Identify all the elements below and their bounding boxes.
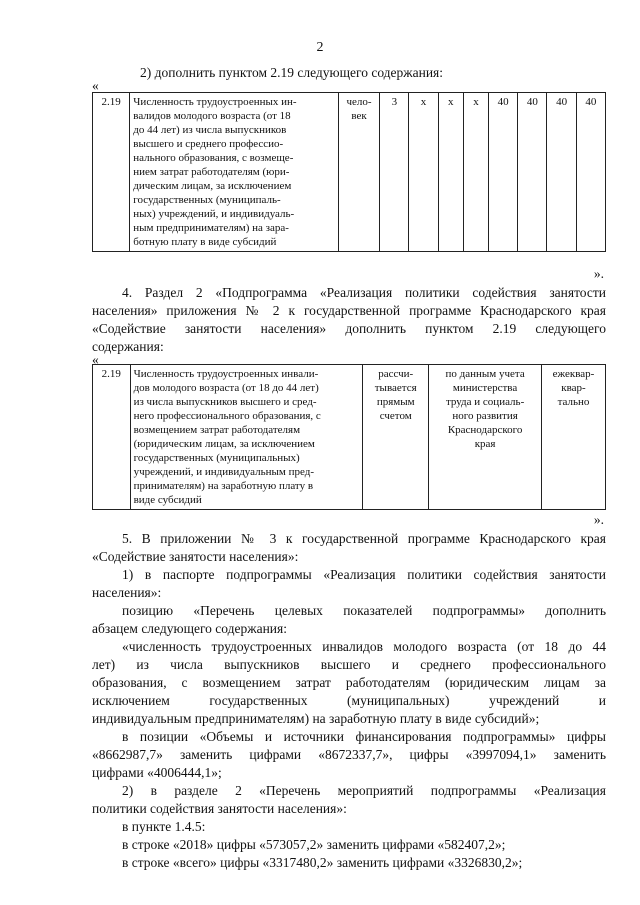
fin-line: цифрами «4006444,1»;	[92, 765, 222, 780]
t2-method: рассчи- тывается прямым счетом	[363, 365, 429, 510]
t2-description: Численность трудоустроенных инвали- дов молодого возраста (от 18 до 44 лет) из числа выпускников высшего и сред- него профессионального образования, с возмещением затрат работодателям (юридическим лицам, за исключением государственных (муниципальных) учреждений, и индивидуальным пред- принимателям) на заработную плату в виде субсидий	[130, 365, 363, 510]
sub1-line: населения»:	[92, 585, 162, 600]
t1-value: 40	[489, 93, 518, 252]
quote-line: лет) из числа выпускников высшего и среднего профессионального	[92, 657, 606, 672]
indicator-table-2	[92, 364, 606, 510]
sub2-line: политики содействия занятости населения»:	[92, 801, 347, 816]
t2-num: 2.19	[93, 365, 131, 510]
pos-line: позицию «Перечень целевых показателей подпрограммы» дополнить	[122, 603, 606, 618]
close-quote-1: ».	[593, 266, 604, 281]
t1-value: х	[463, 93, 488, 252]
para4-line: «Содействие занятости населения» дополнить пунктом 2.19 следующего	[92, 321, 606, 336]
close-quote-2: ».	[593, 512, 604, 527]
fin-line: в позиции «Объемы и источники финансирования подпрограммы» цифры	[122, 729, 606, 744]
t1-description: Численность трудоустроенных ин- валидов молодого возраста (от 18 до 44 лет) из числа выпускников высшего и среднего профессио- нального образования, с возмеще- нием затрат работодателям (юри- дическим лицам, за исключением государственных (муниципаль- ных) учреждений, и индивидуаль- ным предпринимателям) на зара- ботную плату в виде субсидий	[130, 93, 339, 252]
t1-value: 40	[547, 93, 576, 252]
t1-value: 3	[380, 93, 409, 252]
row-total-line: в строке «всего» цифры «3317480,2» заменить цифрами «3326830,2»;	[122, 855, 523, 870]
t1-value: 40	[518, 93, 547, 252]
t1-value: х	[438, 93, 463, 252]
indicator-table-1	[92, 92, 606, 252]
para5-line: 5. В приложении № 3 к государственной программе Краснодарского края	[122, 531, 606, 546]
quote-line: образования, с возмещением затрат работодателям (юридическим лицам за	[92, 675, 606, 690]
pos-line: абзацем следующего содержания:	[92, 621, 287, 636]
para4-line: 4. Раздел 2 «Подпрограмма «Реализация политики содействия занятости	[122, 285, 606, 300]
open-quote-1: «	[92, 78, 99, 93]
t1-num: 2.19	[93, 93, 130, 252]
para5-line: «Содействие занятости населения»:	[92, 549, 299, 564]
quote-line: индивидуальным предпринимателям) на заработную плату в виде субсидий»;	[92, 711, 540, 726]
quote-line: исключением государственных (муниципальных) учреждений и	[92, 693, 606, 708]
point-line: в пункте 1.4.5:	[122, 819, 206, 834]
fin-line: «8662987,7» заменить цифрами «8672337,7», цифры «3997094,1» заменить	[92, 747, 606, 762]
row-2018-line: в строке «2018» цифры «573057,2» заменить цифрами «582407,2»;	[122, 837, 506, 852]
t1-unit: чело- век	[338, 93, 379, 252]
sub1-line: 1) в паспорте подпрограммы «Реализация политики содействия занятости	[122, 567, 606, 582]
sub2-line: 2) в разделе 2 «Перечень мероприятий подпрограммы «Реализация	[122, 783, 606, 798]
t1-value: х	[409, 93, 438, 252]
t1-value: 40	[576, 93, 605, 252]
t2-period: ежеквар- квар- тально	[541, 365, 605, 510]
item2-heading: 2) дополнить пунктом 2.19 следующего содержания:	[140, 65, 444, 80]
quote-line: «численность трудоустроенных инвалидов молодого возраста (от 18 до 44	[122, 639, 606, 654]
page-number: 2	[316, 40, 324, 55]
para4-line: населения» приложения № 2 к государственной программе Краснодарского края	[92, 303, 606, 318]
para4-line: содержания:	[92, 339, 164, 354]
open-quote-2: «	[92, 352, 99, 367]
t2-source: по данным учета министерства труда и социаль- ного развития Краснодарского края	[429, 365, 542, 510]
